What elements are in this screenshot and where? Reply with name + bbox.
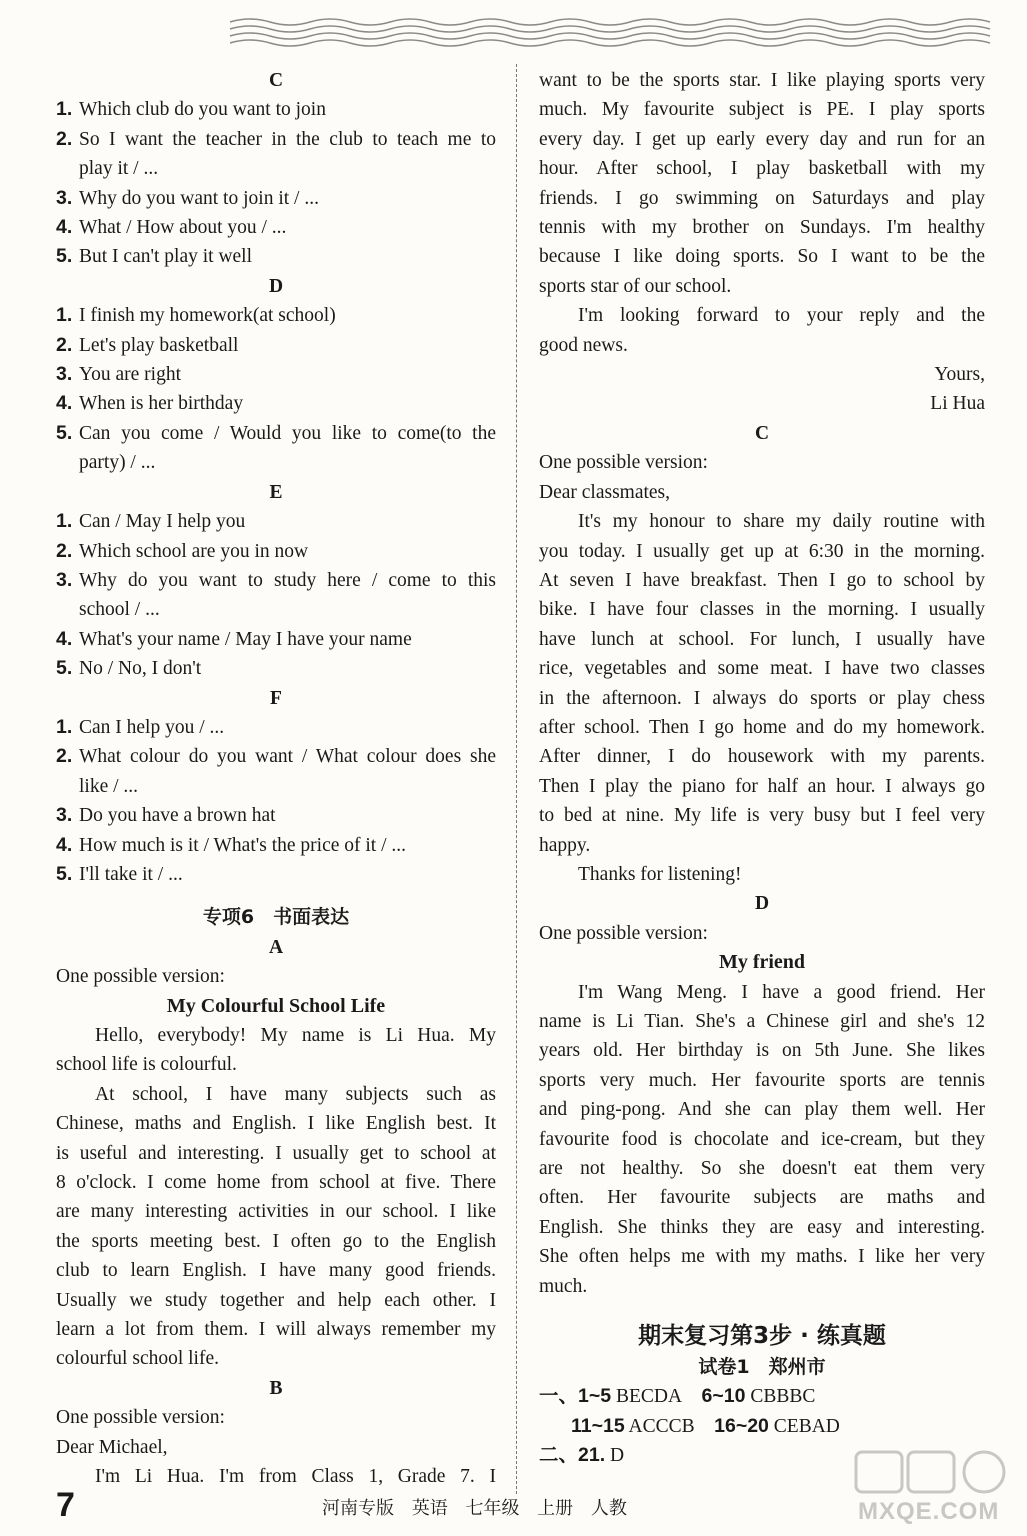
answer-number: 4.	[56, 216, 73, 239]
answer-text: I'll take it / ...	[79, 863, 183, 885]
answer-line	[56, 595, 496, 624]
answer-line	[56, 860, 496, 889]
text-line: 8 o'clock. I come home from school at five. There	[56, 1172, 496, 1194]
answer-row-1	[539, 1382, 985, 1411]
answer-text: play it / ...	[79, 158, 159, 180]
answer-text: But I can't play it well	[79, 246, 253, 268]
writing-a-label: A	[268, 936, 284, 958]
writing-c-thanks: Thanks for listening!	[578, 863, 742, 885]
answer-line	[56, 742, 496, 771]
text-line: sports star of our school.	[539, 275, 732, 297]
watermark-stamp-icon	[846, 1448, 1016, 1498]
answer-number: 3.	[56, 186, 73, 209]
writing-d-version: One possible version:	[539, 922, 708, 944]
text-line: Hello, everybody! My name is Li Hua. My	[95, 1025, 496, 1046]
text-line: Chinese, maths and English. I like English best. It	[56, 1113, 496, 1135]
answer-value-16-20: CEBAD	[773, 1415, 840, 1437]
writing-b-closing-line2: good news.	[539, 334, 628, 356]
text-line: the sports meeting best. I often go to the English	[56, 1230, 496, 1252]
answer-label-11-15: 11~15	[571, 1414, 625, 1437]
text-line: colourful school life.	[56, 1348, 219, 1370]
section-f-label: F	[270, 687, 282, 709]
text-line: Usually we study together and help each other. I	[56, 1289, 496, 1311]
answer-line	[56, 242, 496, 271]
answer-label-21: 二、21.	[539, 1444, 606, 1467]
answer-line	[56, 507, 496, 536]
text-line: English. She thinks they are easy and interesting.	[539, 1216, 985, 1238]
text-line: want to be the sports star. I like playing sports very	[539, 70, 985, 91]
answer-text: When is her birthday	[79, 393, 244, 415]
section-d-label: D	[268, 275, 284, 297]
answer-line	[56, 360, 496, 389]
section-6-heading: 专项6 书面表达	[202, 906, 350, 929]
answer-text: Which school are you in now	[79, 540, 309, 562]
answer-line	[56, 419, 496, 448]
text-line: club to learn English. I have many good friends.	[56, 1260, 496, 1282]
answer-text: No / No, I don't	[79, 658, 202, 680]
answer-line	[56, 537, 496, 566]
writing-b-signature: Li Hua	[930, 393, 985, 415]
writing-d-title: My friend	[718, 951, 806, 974]
text-line: It's my honour to share my daily routine with	[578, 511, 985, 533]
answer-number: 2.	[56, 333, 73, 356]
writing-c-body	[539, 507, 985, 860]
answer-text: What / How about you / ...	[79, 217, 287, 239]
text-line: rice, vegetables and some meat. I have two classes	[539, 658, 985, 680]
text-line: happy.	[539, 834, 591, 856]
section-e-items	[56, 507, 496, 683]
answer-value-6-10: CBBBC	[750, 1386, 816, 1408]
footer-edition: 河南专版 英语 七年级 上册 人教	[322, 1498, 627, 1519]
writing-b-closing-line1: I'm looking forward to your reply and the	[578, 305, 985, 327]
writing-a-title: My Colourful School Life	[166, 994, 386, 1017]
text-line: bike. I have four classes in the morning. I usually	[539, 599, 985, 621]
answer-number: 4.	[56, 833, 73, 856]
text-line: school life is colourful.	[56, 1054, 237, 1076]
answer-text: What's your name / May I have your name	[79, 628, 412, 650]
answer-text: Which club do you want to join	[79, 99, 326, 121]
writing-b-yours: Yours,	[934, 364, 985, 386]
answer-number: 1.	[56, 98, 73, 121]
answer-text: Can you come / Would you like to come(to the	[79, 422, 496, 444]
answer-line	[56, 95, 496, 124]
left-column	[56, 66, 496, 1492]
answer-text: Can / May I help you	[79, 511, 246, 533]
text-line: because I like doing sports. So I want to be the	[539, 246, 985, 268]
answer-text: Why do you want to study here / come to this	[79, 569, 496, 591]
column-divider	[516, 64, 517, 1494]
answer-row-2	[539, 1412, 985, 1441]
section-e-label: E	[269, 481, 283, 503]
text-line: are many interesting activities in our school. I like	[56, 1201, 496, 1223]
answer-text: How much is it / What's the price of it / ...	[79, 834, 407, 856]
answer-value-21: D	[609, 1445, 625, 1467]
answer-line	[56, 213, 496, 242]
answer-label-6-10: 6~10	[701, 1385, 746, 1408]
writing-b-first-line: I'm Li Hua. I'm from Class 1, Grade 7. I	[95, 1466, 496, 1488]
text-line: favourite food is chocolate and ice-cream, but they	[539, 1128, 985, 1150]
text-line: much.	[539, 1275, 588, 1297]
answer-line	[56, 566, 496, 595]
answer-number: 2.	[56, 127, 73, 150]
answer-value-1-5: BECDA	[615, 1386, 683, 1408]
text-line: you today. I usually get up at 6:30 in the morning.	[539, 540, 985, 562]
text-line: after school. Then I go home and do my homework.	[539, 716, 985, 738]
writing-c-label: C	[754, 422, 770, 444]
text-line: name is Li Tian. She's a Chinese girl and she's 12	[539, 1011, 985, 1032]
answer-line	[56, 625, 496, 654]
answer-number: 5.	[56, 245, 73, 268]
text-line: She often helps me with my maths. I like her very	[539, 1246, 985, 1268]
answer-line	[56, 654, 496, 683]
writing-a-version: One possible version:	[56, 966, 225, 988]
text-line: are not healthy. So she doesn't eat them very	[539, 1158, 985, 1180]
text-line: to bed at nine. My life is very busy but I feel very	[539, 805, 985, 827]
text-line: At school, I have many subjects such as	[95, 1083, 496, 1105]
answer-text: Why do you want to join it / ...	[79, 187, 319, 209]
text-line: is useful and interesting. I usually get to school at	[56, 1142, 496, 1164]
answer-line	[56, 448, 496, 477]
review-step-heading: 期末复习第3步 · 练真题	[638, 1323, 886, 1350]
writing-b-greeting: Dear Michael,	[56, 1436, 168, 1458]
section-d-items	[56, 301, 496, 477]
answer-number: 3.	[56, 363, 73, 386]
answer-line	[56, 831, 496, 860]
answer-label-16-20: 16~20	[714, 1414, 769, 1437]
paper-title: 试卷1 郑州市	[698, 1356, 826, 1379]
answer-line	[56, 331, 496, 360]
answer-number: 5.	[56, 421, 73, 444]
section-f-items	[56, 713, 496, 889]
answer-line	[56, 389, 496, 418]
writing-b-label: B	[269, 1377, 283, 1399]
answer-number: 3.	[56, 804, 73, 827]
answer-number: 1.	[56, 715, 73, 738]
writing-b-version: One possible version:	[56, 1407, 225, 1429]
answer-text: Do you have a brown hat	[79, 805, 276, 827]
text-line: every day. I get up early every day and run for an	[539, 128, 985, 150]
answer-line	[56, 801, 496, 830]
text-line: After dinner, I do housework with my parents.	[539, 746, 985, 768]
answer-number: 2.	[56, 539, 73, 562]
text-line: sports very much. Her favourite sports are tennis	[539, 1069, 985, 1091]
top-decorative-border	[230, 14, 1000, 48]
answer-text: You are right	[79, 364, 182, 386]
writing-c-version: One possible version:	[539, 452, 708, 474]
answer-line	[56, 772, 496, 801]
answer-label-1-5: 一、1~5	[539, 1385, 612, 1408]
text-line: often. Her favourite subjects are maths and	[539, 1187, 985, 1209]
writing-c-greeting: Dear classmates,	[539, 481, 671, 503]
section-c-items	[56, 95, 496, 271]
text-line: friends. I go swimming on Saturdays and play	[539, 187, 985, 209]
text-line: have lunch at school. For lunch, I usually have	[539, 628, 985, 650]
answer-text: party) / ...	[79, 452, 156, 474]
answer-text: like / ...	[79, 775, 139, 797]
answer-text: Let's play basketball	[79, 334, 239, 356]
text-line: hour. After school, I play basketball with my	[539, 158, 985, 180]
text-line: At seven I have breakfast. Then I go to school by	[539, 569, 985, 591]
answer-line	[56, 125, 496, 154]
text-line: tennis with my brother on Sundays. I'm healthy	[539, 217, 985, 239]
writing-d-label: D	[754, 893, 770, 915]
watermark-text: MXQE.COM	[858, 1498, 1000, 1525]
answer-line	[56, 184, 496, 213]
answer-text: What colour do you want / What colour does she	[79, 746, 496, 768]
answer-number: 4.	[56, 392, 73, 415]
watermark-logo	[846, 1448, 1016, 1532]
answer-number: 2.	[56, 745, 73, 768]
writing-d-body	[539, 978, 985, 1301]
answer-number: 5.	[56, 657, 73, 680]
text-line: I'm Wang Meng. I have a good friend. Her	[578, 981, 985, 1003]
answer-number: 3.	[56, 568, 73, 591]
answer-number: 4.	[56, 627, 73, 650]
answer-line	[56, 713, 496, 742]
page-number: 7	[56, 1486, 75, 1524]
text-line: years old. Her birthday is on 5th June. She likes	[539, 1040, 985, 1062]
text-line: in the afternoon. I always do sports or play chess	[539, 687, 985, 709]
answer-number: 5.	[56, 862, 73, 885]
writing-b-body	[539, 66, 985, 301]
answer-line	[56, 154, 496, 183]
answer-text: I finish my homework(at school)	[79, 305, 336, 327]
text-line: learn a lot from them. I will always remember my	[56, 1319, 496, 1341]
answer-line	[56, 301, 496, 330]
answer-text: school / ...	[79, 599, 160, 621]
text-line: and ping-pong. And she can play them well. Her	[539, 1099, 985, 1121]
right-column	[539, 66, 985, 1471]
text-line: much. My favourite subject is PE. I play sports	[539, 99, 985, 121]
writing-a-body	[56, 1021, 496, 1374]
answer-number: 1.	[56, 510, 73, 533]
answer-text: Can I help you / ...	[79, 716, 225, 738]
answer-text: So I want the teacher in the club to teach me to	[79, 128, 496, 150]
answer-value-11-15: ACCCB	[628, 1415, 695, 1437]
section-c-label: C	[268, 70, 284, 91]
text-line: Then I play the piano for half an hour. I always go	[539, 775, 985, 797]
answer-number: 1.	[56, 304, 73, 327]
